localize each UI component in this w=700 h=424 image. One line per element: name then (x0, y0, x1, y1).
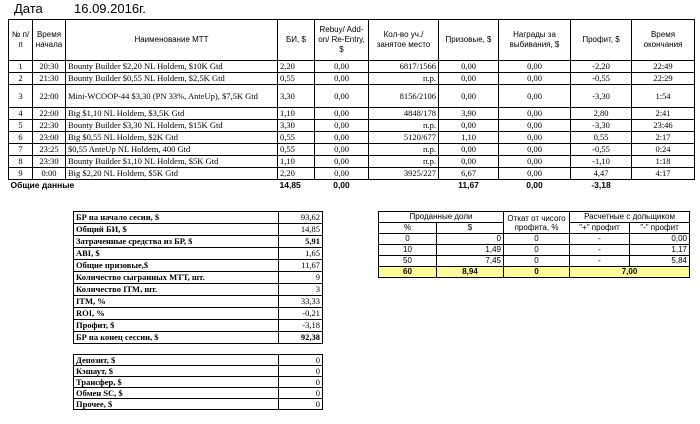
summary-value: 1,65 (279, 248, 323, 260)
row-num: 6 (9, 132, 33, 144)
row-rebuy: 0,00 (315, 61, 369, 73)
total-rebuy: 0,00 (333, 180, 350, 190)
summary-row (74, 272, 323, 284)
row-rebuy: 0,00 (315, 144, 369, 156)
row-bounty: 0,00 (499, 144, 571, 156)
table-header-row (9, 20, 695, 61)
row-place: 6817/1566 (369, 61, 439, 73)
summary-value: 3 (279, 284, 323, 296)
row-rebuy: 0,00 (315, 108, 369, 120)
row-prize: 0,00 (439, 156, 499, 168)
shares-rollback: 0 (504, 256, 570, 267)
row-prize: 3,90 (439, 108, 499, 120)
row-buyin: 3,30 (278, 85, 315, 108)
row-bounty: 0,00 (499, 120, 571, 132)
cash-value: 0 (279, 366, 323, 377)
row-prize: 0,00 (439, 144, 499, 156)
row-num: 9 (9, 168, 33, 180)
row-start: 23:25 (33, 144, 66, 156)
row-buyin: 2,20 (278, 61, 315, 73)
cash-label: Обмен SC, $ (74, 388, 279, 399)
row-profit: -0,55 (571, 144, 632, 156)
row-profit: 0,55 (571, 132, 632, 144)
row-bounty: 0,00 (499, 168, 571, 180)
row-rebuy: 0,00 (315, 85, 369, 108)
row-rebuy: 0,00 (315, 132, 369, 144)
row-profit: -3,30 (571, 120, 632, 132)
summary-row (74, 296, 323, 308)
row-end: 0:24 (632, 144, 695, 156)
shares-highlight-result: 7,00 (570, 267, 690, 278)
row-end: 2:41 (632, 108, 695, 120)
total-prize: 11,67 (458, 180, 479, 190)
shares-highlight-row (379, 267, 690, 278)
col-place: Кол-во уч./ занятое место (369, 20, 439, 61)
row-buyin: 2,20 (278, 168, 315, 180)
row-start: 22:00 (33, 108, 66, 120)
cash-row (74, 355, 323, 366)
total-row (9, 180, 695, 192)
shares-table (378, 211, 690, 278)
row-name: Bounty Builder $3,30 NL Holdem, $15K Gtd (66, 120, 278, 132)
row-profit: -2,20 (571, 61, 632, 73)
col-rebuy: Rebuy/ Add-on/ Re-Entry, $ (315, 20, 369, 61)
shares-rollback: 0 (504, 234, 570, 245)
row-rebuy: 0,00 (315, 73, 369, 85)
total-profit: -3,18 (591, 180, 611, 190)
row-start: 23:00 (33, 132, 66, 144)
row-buyin: 3,30 (278, 120, 315, 132)
shares-highlight-rollback: 0 (504, 267, 570, 278)
row-place: п.р. (369, 144, 439, 156)
row-name: Bounty Builder $2,20 NL Holdem, $10K Gtd (66, 61, 278, 73)
cash-value: 0 (279, 388, 323, 399)
summary-label: Количество ITM, шт. (74, 284, 279, 296)
summary-value: 9 (279, 272, 323, 284)
summary-value: 11,67 (279, 260, 323, 272)
cash-label: Трансфер, $ (74, 377, 279, 388)
table-row (9, 73, 695, 85)
total-end-empty (632, 180, 695, 192)
table-row (9, 108, 695, 120)
row-bounty: 0,00 (499, 132, 571, 144)
row-name: Big $2,20 NL Holdem, $5K Gtd (66, 168, 278, 180)
row-prize: 0,00 (439, 85, 499, 108)
row-prize: 0,00 (439, 61, 499, 73)
row-buyin: 1,10 (278, 108, 315, 120)
shares-usd: 7,45 (437, 256, 504, 267)
summary-label: Общие призовые,$ (74, 260, 279, 272)
summary-row (74, 224, 323, 236)
summary-value: 14,85 (279, 224, 323, 236)
shares-minus: 1,17 (630, 245, 690, 256)
cash-row (74, 399, 323, 410)
shares-minus: 5,84 (630, 256, 690, 267)
cash-row (74, 366, 323, 377)
cash-label: Кэшаут, $ (74, 366, 279, 377)
col-buyin: БИ, $ (278, 20, 315, 61)
summary-value: 5,91 (279, 236, 323, 248)
summary-value: 93,62 (279, 212, 323, 224)
row-start: 0:00 (33, 168, 66, 180)
shares-minus: 0,00 (630, 234, 690, 245)
row-end: 1:54 (632, 85, 695, 108)
summary-row (74, 236, 323, 248)
shares-plus: - (570, 256, 630, 267)
col-num: № п/п (9, 20, 33, 61)
summary-value: 33,33 (279, 296, 323, 308)
cash-value: 0 (279, 399, 323, 410)
summary-row (74, 284, 323, 296)
shares-plus: - (570, 234, 630, 245)
total-place-empty (369, 180, 439, 192)
row-place: 3925/227 (369, 168, 439, 180)
shares-pct: 50 (379, 256, 437, 267)
total-buyin: 14,85 (279, 180, 301, 190)
row-buyin: 0,55 (278, 132, 315, 144)
date-value: 16.09.2016г. (74, 1, 146, 16)
table-row (9, 85, 695, 108)
cash-row (74, 377, 323, 388)
row-profit: -0,55 (571, 73, 632, 85)
row-bounty: 0,00 (499, 61, 571, 73)
row-place: 5120/677 (369, 132, 439, 144)
col-end: Время окончания (632, 20, 695, 61)
shares-header-row (379, 212, 690, 223)
row-name: $0,55 AnteUp NL Holdem, 400 Gtd (66, 144, 278, 156)
row-end: 22:29 (632, 73, 695, 85)
shares-plus-header: "+" профит (570, 223, 630, 234)
date-label: Дата (14, 1, 43, 16)
row-rebuy: 0,00 (315, 156, 369, 168)
row-num: 7 (9, 144, 33, 156)
row-place: п.р. (369, 120, 439, 132)
shares-pct-header: % (379, 223, 437, 234)
row-end: 1:18 (632, 156, 695, 168)
summary-label: Количество сыгранных МТТ, шт. (74, 272, 279, 284)
row-place: 4848/178 (369, 108, 439, 120)
col-prize: Призовые, $ (439, 20, 499, 61)
row-num: 5 (9, 120, 33, 132)
row-place: п.р. (369, 156, 439, 168)
row-buyin: 0,55 (278, 73, 315, 85)
row-start: 21:30 (33, 73, 66, 85)
total-label: Общие данные (10, 180, 75, 190)
row-prize: 1,10 (439, 132, 499, 144)
row-end: 2:17 (632, 132, 695, 144)
cash-flow-table (73, 354, 323, 410)
row-prize: 6,67 (439, 168, 499, 180)
row-name: Mini-WCOOP-44 $3,30 (PN 33%, AnteUp), $7,5K Gtd (66, 85, 278, 108)
summary-label: Профит, $ (74, 320, 279, 332)
shares-rollback-header: Откат от чисого профита, % (504, 212, 570, 234)
cash-row (74, 388, 323, 399)
summary-label: Общий БИ, $ (74, 224, 279, 236)
row-bounty: 0,00 (499, 85, 571, 108)
summary-row (74, 308, 323, 320)
row-end: 23:46 (632, 120, 695, 132)
col-name: Наименование МТТ (66, 20, 278, 61)
shares-usd: 1,49 (437, 245, 504, 256)
table-row (9, 156, 695, 168)
row-num: 1 (9, 61, 33, 73)
row-name: Big $0,55 NL Holdem, $2K Gtd (66, 132, 278, 144)
summary-label: БР на начало сесии, $ (74, 212, 279, 224)
row-profit: 4,47 (571, 168, 632, 180)
summary-label: Затраченные средства из БР, $ (74, 236, 279, 248)
summary-row (74, 248, 323, 260)
col-bounty: Награды за выбивания, $ (499, 20, 571, 61)
cash-label: Прочее, $ (74, 399, 279, 410)
summary-row (74, 320, 323, 332)
summary-value: 92,38 (279, 332, 323, 344)
table-row (9, 144, 695, 156)
summary-label: ITM, % (74, 296, 279, 308)
row-place: 8156/2106 (369, 85, 439, 108)
cash-value: 0 (279, 355, 323, 366)
row-num: 8 (9, 156, 33, 168)
table-row (9, 120, 695, 132)
shares-highlight-usd: 8,94 (437, 267, 504, 278)
cash-value: 0 (279, 377, 323, 388)
row-start: 20:30 (33, 61, 66, 73)
shares-sold-header: Проданные доли (379, 212, 504, 223)
summary-label: ABI, $ (74, 248, 279, 260)
shares-row (379, 245, 690, 256)
table-row (9, 132, 695, 144)
row-buyin: 0,55 (278, 144, 315, 156)
table-row (9, 61, 695, 73)
row-prize: 0,00 (439, 73, 499, 85)
row-profit: -3,30 (571, 85, 632, 108)
summary-label: ROI, % (74, 308, 279, 320)
shares-plus: - (570, 245, 630, 256)
shares-row (379, 234, 690, 245)
row-name: Bounty Builder $1,10 NL Holdem, $5K Gtd (66, 156, 278, 168)
shares-calc-header: Расчетные с дольщиком (570, 212, 690, 223)
row-end: 4:17 (632, 168, 695, 180)
summary-row (74, 332, 323, 344)
row-name: Bounty Builder $0,55 NL Holdem, $2,5K Gtd (66, 73, 278, 85)
shares-minus-header: "-" профит (630, 223, 690, 234)
row-profit: -1,10 (571, 156, 632, 168)
shares-rollback: 0 (504, 245, 570, 256)
row-num: 4 (9, 108, 33, 120)
shares-pct: 0 (379, 234, 437, 245)
row-end: 22:49 (632, 61, 695, 73)
session-summary-table (73, 211, 323, 344)
summary-value: -3,18 (279, 320, 323, 332)
row-num: 3 (9, 85, 33, 108)
summary-label: БР на конец сессии, $ (74, 332, 279, 344)
row-buyin: 1,10 (278, 156, 315, 168)
row-place: п.р. (369, 73, 439, 85)
shares-usd-header: $ (437, 223, 504, 234)
row-num: 2 (9, 73, 33, 85)
row-rebuy: 0,00 (315, 120, 369, 132)
shares-usd: 0 (437, 234, 504, 245)
row-name: Big $1,10 NL Holdem, $3,5K Gtd (66, 108, 278, 120)
row-profit: 2,80 (571, 108, 632, 120)
cash-label: Депозит, $ (74, 355, 279, 366)
summary-value: -0,21 (279, 308, 323, 320)
shares-row (379, 256, 690, 267)
row-prize: 0,00 (439, 120, 499, 132)
row-start: 22:30 (33, 120, 66, 132)
row-rebuy: 0,00 (315, 168, 369, 180)
row-bounty: 0,00 (499, 73, 571, 85)
row-bounty: 0,00 (499, 156, 571, 168)
col-start: Время начала (33, 20, 66, 61)
total-bounty: 0,00 (526, 180, 543, 190)
tournament-table (8, 19, 695, 191)
shares-highlight-pct: 60 (379, 267, 437, 278)
col-profit: Профит, $ (571, 20, 632, 61)
row-bounty: 0,00 (499, 108, 571, 120)
table-row (9, 168, 695, 180)
shares-pct: 10 (379, 245, 437, 256)
row-start: 22:00 (33, 85, 66, 108)
summary-row (74, 212, 323, 224)
summary-row (74, 260, 323, 272)
row-start: 23:30 (33, 156, 66, 168)
